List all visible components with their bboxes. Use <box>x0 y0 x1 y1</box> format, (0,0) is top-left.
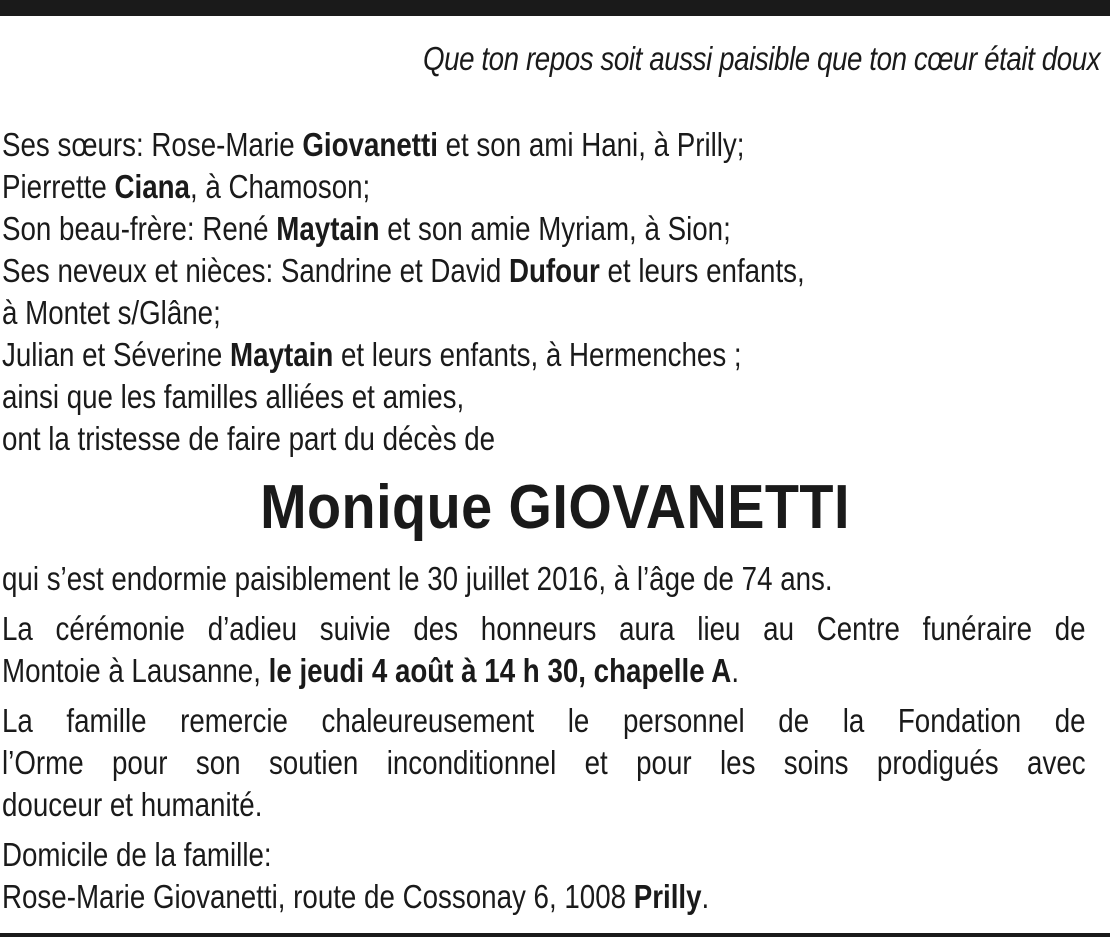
domicile-label: Domicile de la famille: <box>2 836 272 873</box>
thanks-text: La famille remercie chaleureusement le personnel de la Fondation de l’Orme pour son soutien inconditionnel et pour les soins prodigués avec douceur et humanité. <box>2 702 1086 823</box>
bottom-rule <box>0 933 1110 937</box>
notice-body <box>2 558 1086 926</box>
top-rule <box>0 0 1110 16</box>
family-line: ainsi que les familles alliées et amies, <box>2 378 465 415</box>
family-line: à Montet s/Glâne; <box>2 294 221 331</box>
family-line: ont la tristesse de faire part du décès de <box>2 420 496 457</box>
family-line: Son beau-frère: René Maytain et son amie Myriam, à Sion; <box>2 210 731 247</box>
epigraph: Que ton repos soit aussi paisible que ton cœur était doux <box>422 40 1100 77</box>
ceremony-date: le jeudi 4 août à 14 h 30, chapelle A <box>268 652 732 689</box>
deceased-name: Monique GIOVANETTI <box>260 473 850 542</box>
ceremony-text: La cérémonie d’adieu suivie des honneurs aura lieu au Centre funéraire de Montoie à Lausanne, le jeudi 4 août à 14 h 30, chapelle A. <box>2 610 1086 689</box>
domicile-address: Rose-Marie Giovanetti, route de Cossonay 6, 1008 Prilly. <box>2 878 710 915</box>
family-line: Julian et Séverine Maytain et leurs enfants, à Hermenches ; <box>2 336 742 373</box>
family-list <box>2 124 805 460</box>
domicile-text <box>2 834 1086 918</box>
family-line: Ses sœurs: Rose-Marie Giovanetti et son ami Hani, à Prilly; <box>2 126 745 163</box>
family-line: Pierrette Ciana, à Chamoson; <box>2 168 371 205</box>
passing-text: qui s’est endormie paisiblement le 30 juillet 2016, à l’âge de 74 ans. <box>2 560 833 597</box>
family-line: Ses neveux et nièces: Sandrine et David Dufour et leurs enfants, <box>2 252 805 289</box>
